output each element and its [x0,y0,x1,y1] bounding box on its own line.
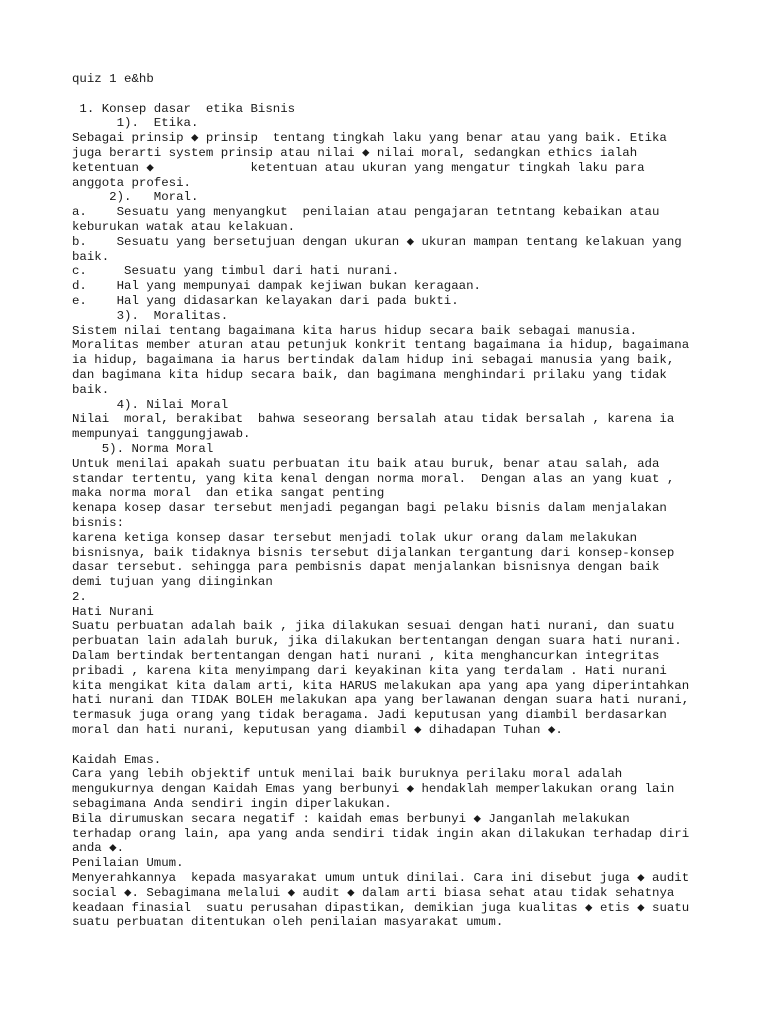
text-line [72,87,762,102]
text-line: termasuk juga orang yang tidak beragama. Jadi keputusan yang diambil berdasarkan [72,708,667,723]
text-line: Suatu perbuatan adalah baik , jika dilakukan sesuai dengan hati nurani, dan suatu [72,619,675,634]
text-line: Kaidah Emas. [72,752,162,767]
text-line: 2. [72,589,87,604]
text-line: bisnis: [72,515,125,530]
text-line: demi tujuan yang diinginkan [72,575,273,590]
text-line: c. Sesuatu yang timbul dari hati nurani. [72,264,400,279]
text-line: hati nurani dan TIDAK BOLEH melakukan apa yang berlawanan dengan suara hati nurani, [72,693,690,708]
text-line: suatu perbuatan ditentukan oleh penilaian masyarakat umum. [72,915,504,930]
text-line: keadaan finasial suatu perusahan dipastikan, demikian juga kualitas ◆ etis ◆ suatu [72,900,690,915]
text-line: Sistem nilai tentang bagaimana kita harus hidup secara baik sebagai manusia. [72,323,638,338]
text-line: Moralitas member aturan atau petunjuk konkrit tentang bagaimana ia hidup, bagaimana [72,338,690,353]
text-line: standar tertentu, yang kita kenal dengan norma moral. Dengan alas an yang kuat , [72,471,675,486]
text-line: terhadap orang lain, apa yang anda sendiri tidak ingin akan dilakukan terhadap diri [72,826,690,841]
text-line [72,738,762,753]
text-line: Sebagai prinsip ◆ prinsip tentang tingkah laku yang benar atau yang baik. Etika [72,131,667,146]
text-line: juga berarti system prinsip atau nilai ◆ nilai moral, sedangkan ethics ialah [72,145,638,160]
text-line: pribadi , karena kita menyimpang dari keyakinan kita yang terdalam . Hati nurani [72,663,667,678]
text-line: quiz 1 e&hb [72,72,154,86]
text-line: mempunyai tanggungjawab. [72,427,251,442]
text-line: anggota profesi. [72,175,191,190]
text-line: b. Sesuatu yang bersetujuan dengan ukuran ◆ ukuran mampan tentang kelakuan yang [72,234,682,249]
text-line: Penilaian Umum. [72,856,184,871]
text-line: 2). Moral. [72,190,199,205]
text-line: Nilai moral, berakibat bahwa seseorang bersalah atau tidak bersalah , karena ia [72,412,675,427]
text-line: ia hidup, bagaimana ia harus bertindak dalam hidup ini sebagai manusia yang baik, [72,353,675,368]
text-line: dasar tersebut. sehingga para pembisnis dapat menjalankan bisnisnya dengan baik [72,560,660,575]
text-line: social ◆. Sebagimana melalui ◆ audit ◆ dalam arti biasa sehat atau tidak sehatnya [72,885,675,900]
text-line: e. Hal yang didasarkan kelayakan dari pada bukti. [72,293,459,308]
text-line: Bila dirumuskan secara negatif : kaidah emas berbunyi ◆ Janganlah melakukan [72,811,630,826]
text-line: Cara yang lebih objektif untuk menilai baik buruknya perilaku moral adalah [72,767,623,782]
text-line: Hati Nurani [72,604,154,619]
text-line: karena ketiga konsep dasar tersebut menjadi tolak ukur orang dalam melakukan [72,530,638,545]
text-line: mengukurnya dengan Kaidah Emas yang berbunyi ◆ hendaklah memperlakukan orang lain [72,782,675,797]
text-line: moral dan hati nurani, keputusan yang diambil ◆ dihadapan Tuhan ◆. [72,723,563,738]
text-line: 5). Norma Moral [72,441,214,456]
text-line: a. Sesuatu yang menyangkut penilaian atau pengajaran tetntang kebaikan atau [72,205,660,220]
text-line: d. Hal yang mempunyai dampak kejiwan bukan keragaan. [72,279,481,294]
text-line: 4). Nilai Moral [72,397,229,412]
text-line: anda ◆. [72,841,125,856]
text-line: kenapa kosep dasar tersebut menjadi pegangan bagi pelaku bisnis dalam menjalakan [72,501,667,516]
text-line: perbuatan lain adalah buruk, jika dilakukan bertentangan dengan suara hati nurani. [72,634,682,649]
text-line: dan bagimana kita hidup secara baik, dan bagimana menghindari prilaku yang tidak [72,367,667,382]
text-line: 1). Etika. [72,116,199,131]
text-line: sebagimana Anda sendiri ingin diperlakukan. [72,797,392,812]
text-line: Untuk menilai apakah suatu perbuatan itu baik atau buruk, benar atau salah, ada [72,456,660,471]
document-body [72,72,762,930]
text-line: Menyerahkannya kepada masyarakat umum untuk dinilai. Cara ini disebut juga ◆ audit [72,871,690,886]
text-line: baik. [72,249,110,264]
text-line: 1. Konsep dasar etika Bisnis [72,101,296,116]
text-line: maka norma moral dan etika sangat penting [72,486,385,501]
text-line: bisnisnya, baik tidaknya bisnis tersebut dijalankan tergantung dari konsep-konsep [72,545,675,560]
text-line: baik. [72,382,110,397]
text-line: kita mengikat kita dalam arti, kita HARUS melakukan apa yang apa yang diperintahkan [72,678,690,693]
text-line: ketentuan ◆ ketentuan atau ukuran yang mengatur tingkah laku para [72,160,645,175]
text-line: keburukan watak atau kelakuan. [72,219,296,234]
text-line: 3). Moralitas. [72,308,229,323]
text-line: Dalam bertindak bertentangan dengan hati nurani , kita menghancurkan integritas [72,649,660,664]
